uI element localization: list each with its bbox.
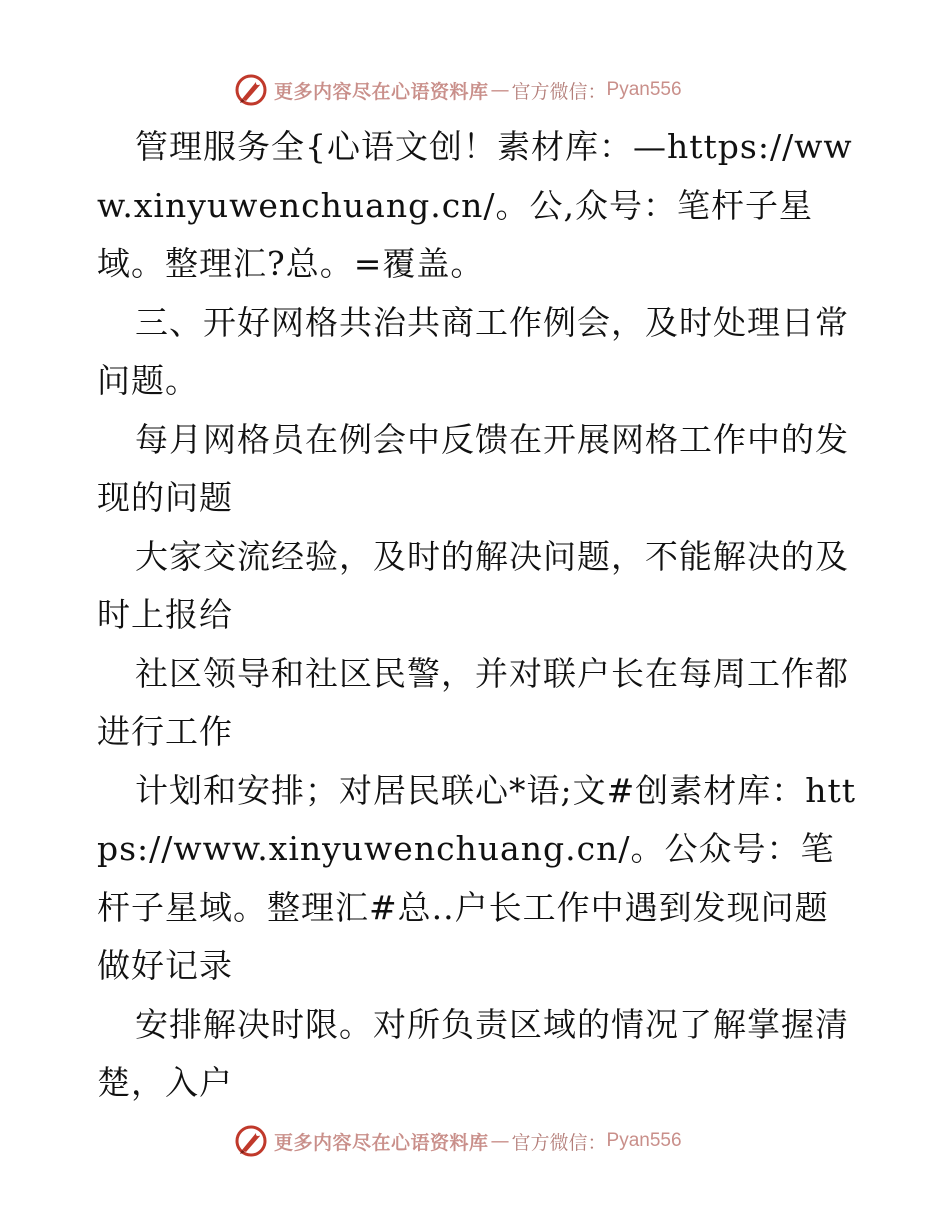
- paragraph: 每月网格员在例会中反馈在开展网格工作中的发现的问题: [97, 419, 849, 517]
- wechat-id: Pyan556: [606, 1130, 682, 1151]
- wechat-label: 官方微信：: [511, 1131, 607, 1154]
- header-watermark: [234, 71, 682, 109]
- paragraph: 社区领导和社区民警，并对联户长在每周工作都进行工作: [97, 653, 849, 751]
- paragraph: 管理服务全{心语文创！素材库：—https://www.xinyuwenchuang.cn/。公,众号：笔杆子星域。整理汇?总。=覆盖。: [97, 127, 853, 283]
- document-body: [97, 118, 857, 1113]
- separator-dash: —: [490, 1130, 510, 1152]
- paragraph: 计划和安排；对居民联心*语;文#创素材库：https://www.xinyuwenchuang.cn/。公众号：笔杆子星域。整理汇#总..户长工作中遇到发现问题做好记录: [97, 770, 857, 985]
- wechat-id: Pyan556: [606, 79, 682, 100]
- separator-dash: —: [490, 79, 510, 101]
- promo-text: 更多内容尽在心语资料库: [274, 1131, 489, 1154]
- pen-circle-logo-icon: [234, 1124, 268, 1158]
- promo-text: 更多内容尽在心语资料库: [274, 80, 489, 103]
- paragraph: 三、开好网格共治共商工作例会，及时处理日常问题。: [97, 302, 849, 400]
- pen-circle-logo-icon: [234, 73, 268, 107]
- paragraph: 大家交流经验，及时的解决问题，不能解决的及时上报给: [97, 536, 849, 634]
- paragraph: 安排解决时限。对所负责区域的情况了解掌握清楚，入户: [97, 1004, 849, 1102]
- footer-watermark: [234, 1122, 682, 1160]
- wechat-label: 官方微信：: [511, 80, 607, 103]
